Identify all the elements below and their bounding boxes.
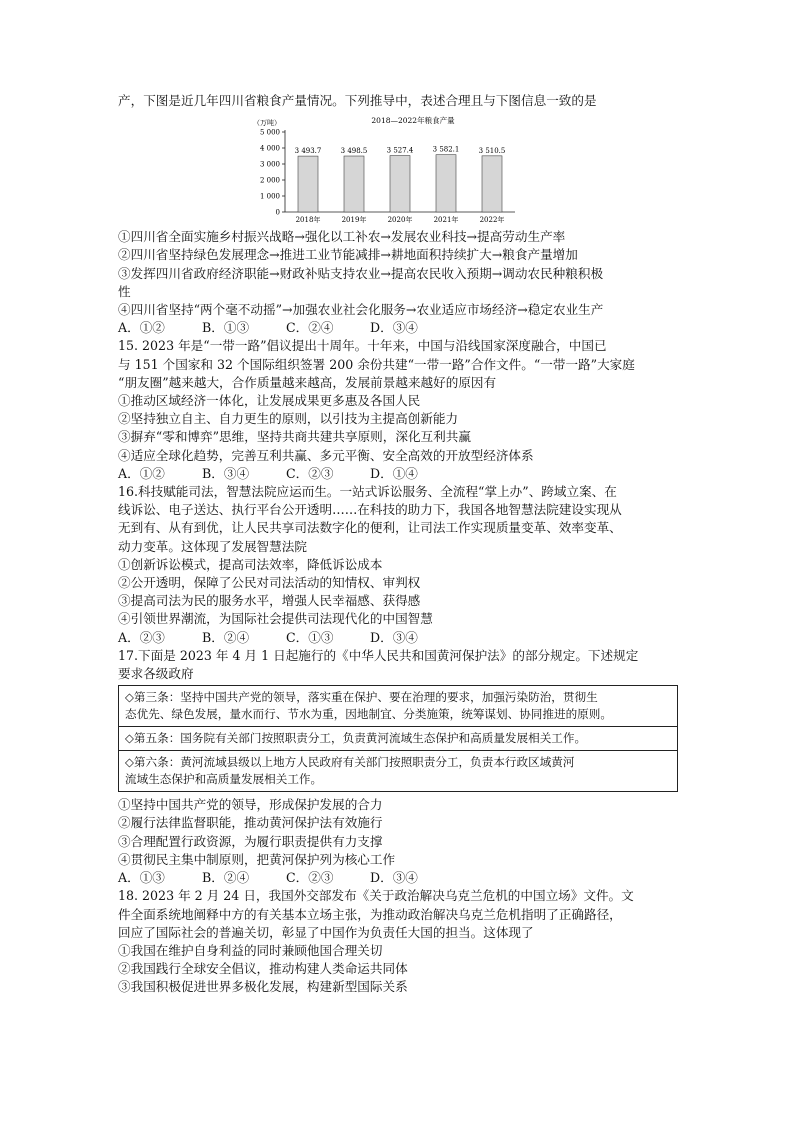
- q14-option-4: ④四川省坚持“两个毫不动摇”→加强农业社会化服务→农业适应市场经济→稳定农业生产: [118, 302, 604, 318]
- answer-a: A．①③: [118, 870, 165, 886]
- q14-answers: [118, 319, 678, 337]
- q15-option-1: ①推动区域经济一体化，让发展成果更多惠及各国人民: [118, 393, 421, 409]
- bar-value-label: 3 527.4: [386, 146, 414, 155]
- q15-option-2: ②坚持独立自主、自力更生的原则，以引技为主提高创新能力: [118, 411, 459, 427]
- article-3-line-2: 态优先、绿色发展，量水而行、节水为重，因地制宜、分类施策，统筹谋划、协同推进的原则。: [125, 707, 612, 722]
- q18-option-2: ②我国践行全球安全倡议，推动构建人类命运共同体: [118, 961, 408, 977]
- x-tick-label: 2019年: [341, 216, 367, 225]
- y-axis-unit: （万吨）: [253, 119, 281, 128]
- answer-a: A．①②: [118, 320, 165, 336]
- answer-c: C．②③: [286, 465, 334, 481]
- q16-stem-3: 无到有、从有到优，让人民共享司法数字化的便利，让司法工作实现质量变革、效率变革、: [118, 520, 622, 536]
- q15-option-4: ④适应全球化趋势，完善互利共赢、多元平衡、安全高效的开放型经济体系: [118, 447, 534, 463]
- bar: [436, 155, 456, 212]
- q18-option-3: ③我国积极促进世界多极化发展，构建新型国际关系: [118, 979, 408, 995]
- y-tick-label: 0: [275, 208, 280, 217]
- answer-b: B．②④: [202, 870, 250, 886]
- answer-a: A．②③: [118, 629, 165, 645]
- bar-value-label: 3 498.5: [340, 147, 368, 156]
- q14-option-3: ③发挥四川省政府经济职能→财政补贴支持农业→提高农民收入预期→调动农民种粮积极: [118, 265, 604, 281]
- answer-c: C．②④: [286, 320, 334, 336]
- grain-output-chart: [118, 110, 678, 228]
- q15-stem-2: 与 151 个国家和 32 个国际组织签署 200 余份共建“一带一路”合作文件。“一带一路”大家庭: [118, 356, 635, 372]
- answer-c: C．①③: [286, 629, 334, 645]
- bar-value-label: 3 582.1: [432, 145, 460, 154]
- answer-b: B．②④: [202, 629, 250, 645]
- exam-page: [118, 92, 678, 997]
- bar: [298, 156, 318, 212]
- q17-option-4: ④贯彻民主集中制原则，把黄河保护列为核心工作: [118, 851, 396, 867]
- q16-answers: [118, 629, 678, 647]
- article-3: [119, 686, 677, 727]
- answer-d: D．①④: [370, 465, 418, 481]
- q17-option-2: ②履行法律监督职能，推动黄河保护法有效施行: [118, 815, 383, 831]
- chart-title: 2018—2022年粮食产量: [371, 116, 455, 126]
- q18-option-1: ①我国在维护自身利益的同时兼顾他国合理关切: [118, 942, 383, 958]
- article-6: [119, 751, 677, 791]
- bar-value-label: 3 493.7: [294, 147, 322, 156]
- article-5: [119, 727, 677, 751]
- article-5-line-1: ◇第五条：国务院有关部门按照职责分工，负责黄河流域生态保护和高质量发展相关工作。: [125, 731, 587, 746]
- answer-c: C．②③: [286, 870, 334, 886]
- answer-a: A．①②: [118, 465, 165, 481]
- y-tick-label: 1 000: [259, 192, 280, 201]
- q16-stem-2: 线诉讼、电子送达、执行平台公开透明……在科技的助力下，我国各地智慧法院建设实现从: [118, 502, 622, 518]
- q15-answers: [118, 465, 678, 483]
- q14-option-1: ①四川省全面实施乡村振兴战略→强化以工补农→发展农业科技→提高劳动生产率: [118, 229, 566, 245]
- x-tick-label: 2021年: [433, 216, 459, 225]
- q17-answers: [118, 869, 678, 887]
- y-tick-label: 4 000: [259, 144, 280, 153]
- q14-option-2: ②四川省坚持绿色发展理念→推进工业节能减排→耕地面积持续扩大→粮食产量增加: [118, 247, 578, 263]
- x-tick-label: 2022年: [479, 216, 505, 225]
- q17-option-1: ①坚持中国共产党的领导，形成保护发展的合力: [118, 797, 383, 813]
- bar: [390, 156, 410, 212]
- y-tick-label: 3 000: [259, 160, 280, 169]
- answer-d: D．③④: [370, 870, 418, 886]
- q15-option-3: ③摒弃“零和博弈”思维，坚持共商共建共享原则，深化互利共赢: [118, 429, 471, 445]
- bar-value-label: 3 510.5: [478, 147, 506, 156]
- answer-b: B．③④: [202, 465, 250, 481]
- q18-stem-2: 件全面系统地阐释中方的有关基本立场主张，为推动政治解决乌克兰危机指明了正确路径，: [118, 906, 622, 922]
- answer-d: D．③④: [370, 629, 418, 645]
- q17-stem-2: 要求各级政府: [118, 666, 194, 682]
- q16-option-3: ③提高司法为民的服务水平，增强人民幸福感、获得感: [118, 593, 421, 609]
- law-excerpt-box: [118, 685, 678, 792]
- q16-stem-4: 动力变革。这体现了发展智慧法院: [118, 538, 307, 554]
- q18-stem-1: 18. 2023 年 2 月 24 日，我国外交部发布《关于政治解决乌克兰危机的中国立场》文件。文: [118, 888, 634, 904]
- bar: [482, 156, 502, 212]
- x-tick-label: 2020年: [387, 216, 413, 225]
- q16-option-1: ①创新诉讼模式，提高司法效率，降低诉讼成本: [118, 556, 383, 572]
- x-tick-label: 2018年: [295, 216, 321, 225]
- article-6-line-1: ◇第六条：黄河流域县级以上地方人民政府有关部门按照职责分工，负责本行政区域黄河: [125, 755, 575, 770]
- answer-d: D．③④: [370, 320, 418, 336]
- q16-option-2: ②公开透明，保障了公民对司法活动的知情权、审判权: [118, 575, 421, 591]
- q14-stem: 产，下图是近几年四川省粮食产量情况。下列推导中，表述合理且与下图信息一致的是: [118, 93, 597, 108]
- q16-stem-1: 16.科技赋能司法，智慧法院应运而生。一站式诉讼服务、全流程“掌上办”、跨域立案、在: [118, 484, 617, 500]
- q15-stem-1: 15. 2023 年是“一带一路”倡议提出十周年。十年来，中国与沿线国家深度融合，中国已: [118, 338, 607, 354]
- q17-stem-1: 17.下面是 2023 年 4 月 1 日起施行的《中华人民共和国黄河保护法》的部分规定。下述规定: [118, 647, 639, 663]
- y-tick-label: 2 000: [259, 176, 280, 185]
- q16-option-4: ④引领世界潮流，为国际社会提供司法现代化的中国智慧: [118, 611, 433, 627]
- article-3-line-1: ◇第三条：坚持中国共产党的领导，落实重在保护、要在治理的要求，加强污染防治，贯彻生: [125, 690, 598, 705]
- bar: [344, 156, 364, 212]
- y-tick-label: 5 000: [259, 128, 280, 137]
- q17-option-3: ③合理配置行政资源，为履行职责提供有力支撑: [118, 833, 383, 849]
- q14-option-3-cont: 性: [118, 283, 131, 299]
- q15-stem-3: “朋友圈”越来越大，合作质量越来越高，发展前景越来越好的原因有: [118, 374, 497, 390]
- answer-b: B．①③: [202, 320, 250, 336]
- q18-stem-3: 回应了国际社会的普遍关切，彰显了中国作为负责任大国的担当。这体现了: [118, 924, 534, 940]
- bar-chart: [253, 110, 553, 228]
- article-6-line-2: 流域生态保护和高质量发展相关工作。: [125, 772, 323, 787]
